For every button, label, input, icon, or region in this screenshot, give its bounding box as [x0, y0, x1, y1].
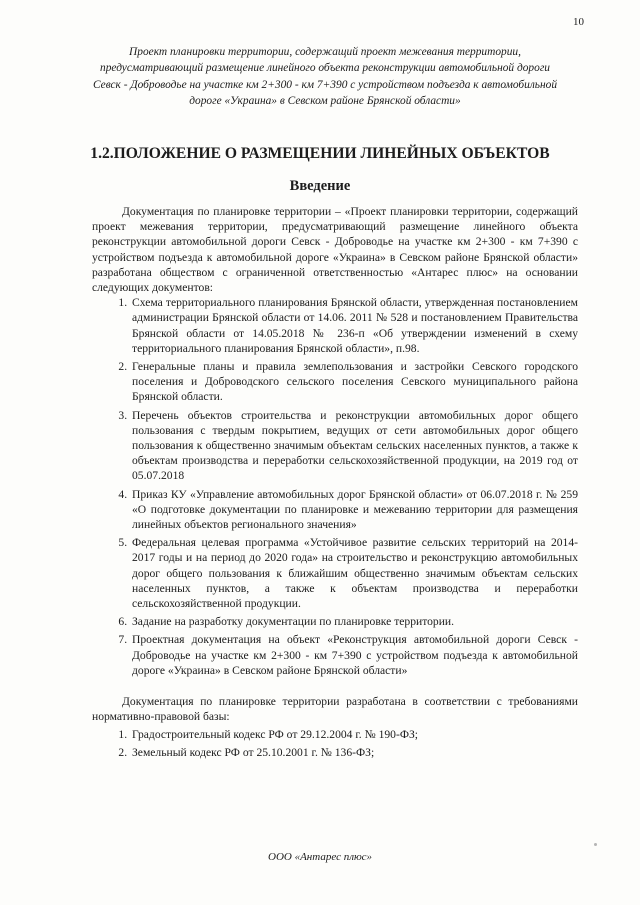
intro-paragraph: Документация по планировке территории – «Проект планировки территории, содержащий проект межевания территории, предусматривающий размещение линейного объекта реконструкции автомобильной дороги Севск - Доброводье на участке км 2+300 - км 7+390 с устройством подъезда к автомобильной дороге «Украина» в Севском районе Брянской области» разработана обществом с ограниченной ответственностью «Антарес плюс» на основании следующих документов:: [92, 205, 578, 295]
list-item: 2. Генеральные планы и правила землепользования и застройки Севского городского поселения и Доброводского сельского поселения Севского муниципального района Брянской области.: [130, 359, 578, 405]
regulations-list: [92, 727, 578, 760]
regulatory-paragraph: Документация по планировке территории разработана в соответствии с требованиями нормативно-правовой базы:: [92, 695, 578, 724]
list-item: 3. Перечень объектов строительства и реконструкции автомобильных дорог общего пользования с твердым покрытием, ведущих от сети автомобильных дорог общего пользования к общественно значимым объектам сельских населенных пунктов, а также к объектам производства и переработки сельскохозяйственной продукции, на 2019 год от 05.07.2018: [130, 408, 578, 484]
page-footer: ООО «Антарес плюс»: [268, 851, 372, 863]
document-body: [92, 204, 578, 763]
page-number: 10: [573, 16, 584, 28]
intro-title: Введение: [289, 178, 351, 194]
list-item: 7. Проектная документация на объект «Реконструкция автомобильной дороги Севск - Доброводье на участке км 2+300 - км 7+390 с устройством подъезда к автомобильной дороге «Украина» в Севском районе Брянской области»: [130, 632, 578, 678]
list-item: 5. Федеральная целевая программа «Устойчивое развитие сельских территорий на 2014-2017 годы и на период до 2020 года» на строительство и реконструкцию автомобильных дорог общего пользования к ближайшим общественно значимым объектам сельских населенных пунктов, а также к объектам производства и переработки сельскохозяйственной продукции.: [130, 535, 578, 611]
section-title: 1.2.ПОЛОЖЕНИЕ О РАЗМЕЩЕНИИ ЛИНЕЙНЫХ ОБЪЕКТОВ: [90, 145, 550, 162]
document-header: Проект планировки территории, содержащий проект межевания территории, предусматривающий размещение линейного объекта реконструкции автомобильной дороги Севск - Доброводье на участке км 2+300 - км 7+390 с устройством подъезда к автомобильной дороге «Украина» в Севском районе Брянской области»: [92, 46, 558, 107]
documents-list: [92, 295, 578, 678]
scan-dot: [594, 843, 597, 846]
list-item: 6. Задание на разработку документации по планировке территории.: [130, 614, 578, 629]
list-item: 2. Земельный кодекс РФ от 25.10.2001 г. № 136-ФЗ;: [130, 745, 578, 760]
list-item: 1. Схема территориального планирования Брянской области, утвержденная постановлением администрации Брянской области от 14.06. 2011 № 528 и постановлением Правительства Брянской области от 14.05.2018 № 236-п «Об утверждении изменений в схему территориального планирования Брянской области», п.98.: [130, 295, 578, 356]
list-item: 4. Приказ КУ «Управление автомобильных дорог Брянской области» от 06.07.2018 г. № 259 «О подготовке документации по планировке и межеванию территории для размещения линейных объектов регионального значения»: [130, 487, 578, 533]
list-item: 1. Градостроительный кодекс РФ от 29.12.2004 г. № 190-ФЗ;: [130, 727, 578, 742]
